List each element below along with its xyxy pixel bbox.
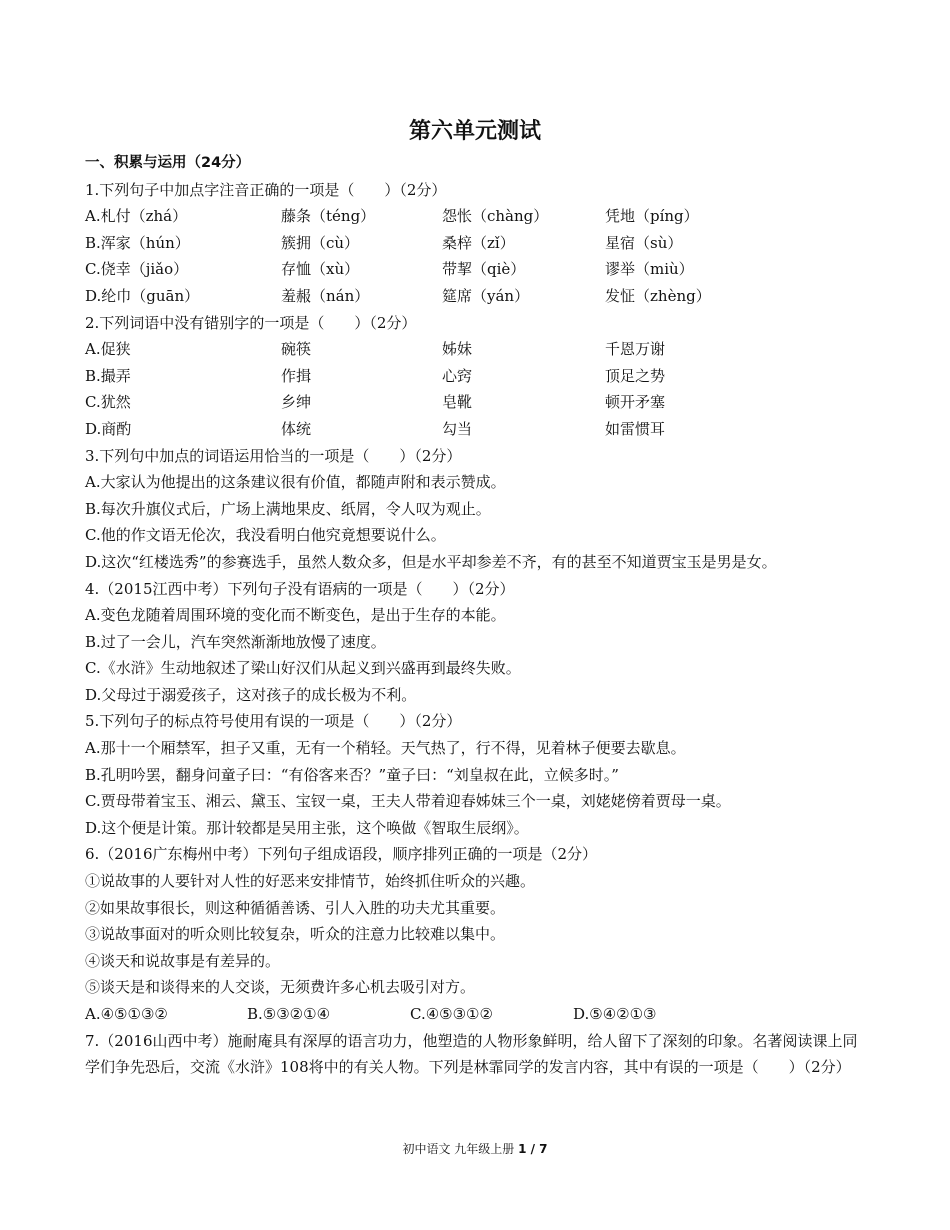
question-5-option-b: B.孔明吟罢，翻身问童子曰：“有俗客来否？”童子曰：“刘皇叔在此，立候多时。”	[85, 765, 619, 784]
question-5-option-d: D.这个便是计策。那计较都是吴用主张，这个唤做《智取生辰纲》。	[85, 818, 529, 837]
question-6-sentence: ③说故事面对的听众则比较复杂，听众的注意力比较难以集中。	[85, 925, 506, 944]
question-3-option-a: A.大家认为他提出的这条建议很有价值，都随声附和表示赞成。	[85, 473, 506, 492]
option-cell: B.撮弄	[85, 366, 131, 385]
option-cell: 凭地（píng）	[605, 207, 699, 226]
question-6-stem: 6.（2016广东梅州中考）下列句子组成语段，顺序排列正确的一项是（2分）	[85, 845, 598, 864]
option-cell: 姊妹	[442, 340, 473, 359]
question-6-sentence: ②如果故事很长，则这种循循善诱、引人入胜的功夫尤其重要。	[85, 898, 506, 917]
question-1-row-c	[85, 256, 865, 283]
option-cell: 怨怅（chàng）	[442, 207, 549, 226]
question-1-row-b	[85, 230, 865, 257]
option-cell: 顿开矛塞	[605, 393, 666, 412]
option-cell: D.商酌	[85, 419, 132, 438]
option-cell: 顶足之势	[605, 366, 666, 385]
question-4-option-b: B.过了一会儿，汽车突然渐渐地放慢了速度。	[85, 632, 386, 651]
option-cell: 千恩万谢	[605, 340, 666, 359]
document-body	[85, 150, 865, 1081]
question-6-sentence: ⑤谈天是和谈得来的人交谈，无须费许多心机去吸引对方。	[85, 978, 476, 997]
question-4-option-d: D.父母过于溺爱孩子，这对孩子的成长极为不利。	[85, 685, 417, 704]
question-2-row-b	[85, 363, 865, 390]
option-cell: 桑梓（zǐ）	[442, 233, 515, 252]
option-cell: 勾当	[442, 419, 473, 438]
footer-text: 初中语文 九年级上册	[402, 1142, 519, 1156]
option-cell: 簇拥（cù）	[281, 233, 360, 252]
question-3-stem: 3.下列句中加点的词语运用恰当的一项是（ ）（2分）	[85, 446, 462, 465]
option-cell: 皂靴	[442, 393, 473, 412]
option-cell: 发怔（zhèng）	[605, 286, 711, 305]
option-cell: 星宿（sù）	[605, 233, 683, 252]
question-1-row-a	[85, 203, 865, 230]
question-2-row-a	[85, 336, 865, 363]
question-2-stem: 2.下列词语中没有错别字的一项是（ ）（2分）	[85, 313, 417, 332]
question-2-row-c	[85, 389, 865, 416]
option-cell: C.侥幸（jiǎo）	[85, 260, 189, 279]
option-cell: A.札付（zhá）	[85, 207, 188, 226]
question-7-stem: 7.（2016山西中考）施耐庵具有深厚的语言功力，他塑造的人物形象鲜明，给人留下了深刻的印象。名著阅读课上同学们争先恐后，交流《水浒》108将中的有关人物。下列是林霏同学的发言内容，其中有误的一项是（ ）（2分）	[85, 1031, 858, 1077]
option-cell: 羞赧（nán）	[281, 286, 370, 305]
choice-a: A.④⑤①③②	[85, 1005, 168, 1023]
option-cell: 带挈（qiè）	[442, 260, 526, 279]
option-cell: 如雷惯耳	[605, 419, 666, 438]
question-1-row-d	[85, 283, 865, 310]
question-6-sentence: ①说故事的人要针对人性的好恶来安排情节，始终抓住听众的兴趣。	[85, 872, 536, 891]
option-cell: 谬举（miù）	[605, 260, 694, 279]
option-cell: 筵席（yán）	[442, 286, 530, 305]
question-6-choices	[85, 1001, 865, 1028]
page-title: 第六单元测试	[408, 119, 541, 144]
option-cell: 心窍	[442, 366, 473, 385]
option-cell: 藤条（téng）	[281, 207, 376, 226]
question-5-option-c: C.贾母带着宝玉、湘云、黛玉、宝钗一桌，王夫人带着迎春姊妹三个一桌，刘姥姥傍着贾母一桌。	[85, 792, 731, 811]
question-3-option-b: B.每次升旗仪式后，广场上满地果皮、纸屑，令人叹为观止。	[85, 499, 491, 518]
option-cell: 乡绅	[281, 393, 312, 412]
option-cell: D.纶巾（guān）	[85, 286, 200, 305]
page-footer	[0, 1140, 950, 1157]
option-cell: B.浑家（hún）	[85, 233, 190, 252]
question-3-option-d: D.这次“红楼选秀”的参赛选手，虽然人数众多，但是水平却参差不齐，有的甚至不知道贾宝玉是男是女。	[85, 552, 777, 571]
question-2-row-d	[85, 416, 865, 443]
question-5-stem: 5.下列句子的标点符号使用有误的一项是（ ）（2分）	[85, 712, 462, 731]
question-6-sentence: ④谈天和说故事是有差异的。	[85, 951, 281, 970]
question-5-option-a: A.那十一个厢禁军，担子又重，无有一个稍轻。天气热了，行不得，见着林子便要去歇息。	[85, 739, 686, 758]
option-cell: 体统	[281, 419, 312, 438]
choice-c: C.④⑤③①②	[410, 1005, 493, 1023]
option-cell: 作揖	[281, 366, 312, 385]
question-3-option-c: C.他的作文语无伦次，我没看明白他究竟想要说什么。	[85, 526, 446, 545]
question-4-option-a: A.变色龙随着周围环境的变化而不断变色，是出于生存的本能。	[85, 606, 506, 625]
question-4-stem: 4.（2015江西中考）下列句子没有语病的一项是（ ）（2分）	[85, 579, 515, 598]
choice-b: B.⑤③②①④	[247, 1005, 331, 1023]
question-1-stem: 1.下列句子中加点字注音正确的一项是（ ）（2分）	[85, 180, 447, 199]
option-cell: 存恤（xù）	[281, 260, 360, 279]
page-number: 1 / 7	[518, 1142, 548, 1156]
option-cell: A.促狭	[85, 340, 131, 359]
option-cell: C.犹然	[85, 393, 131, 412]
option-cell: 碗筷	[281, 340, 312, 359]
question-4-option-c: C.《水浒》生动地叙述了梁山好汉们从起义到兴盛再到最终失败。	[85, 659, 521, 678]
section-heading: 一、积累与运用（24分）	[85, 155, 251, 171]
choice-d: D.⑤④②①③	[573, 1005, 657, 1023]
